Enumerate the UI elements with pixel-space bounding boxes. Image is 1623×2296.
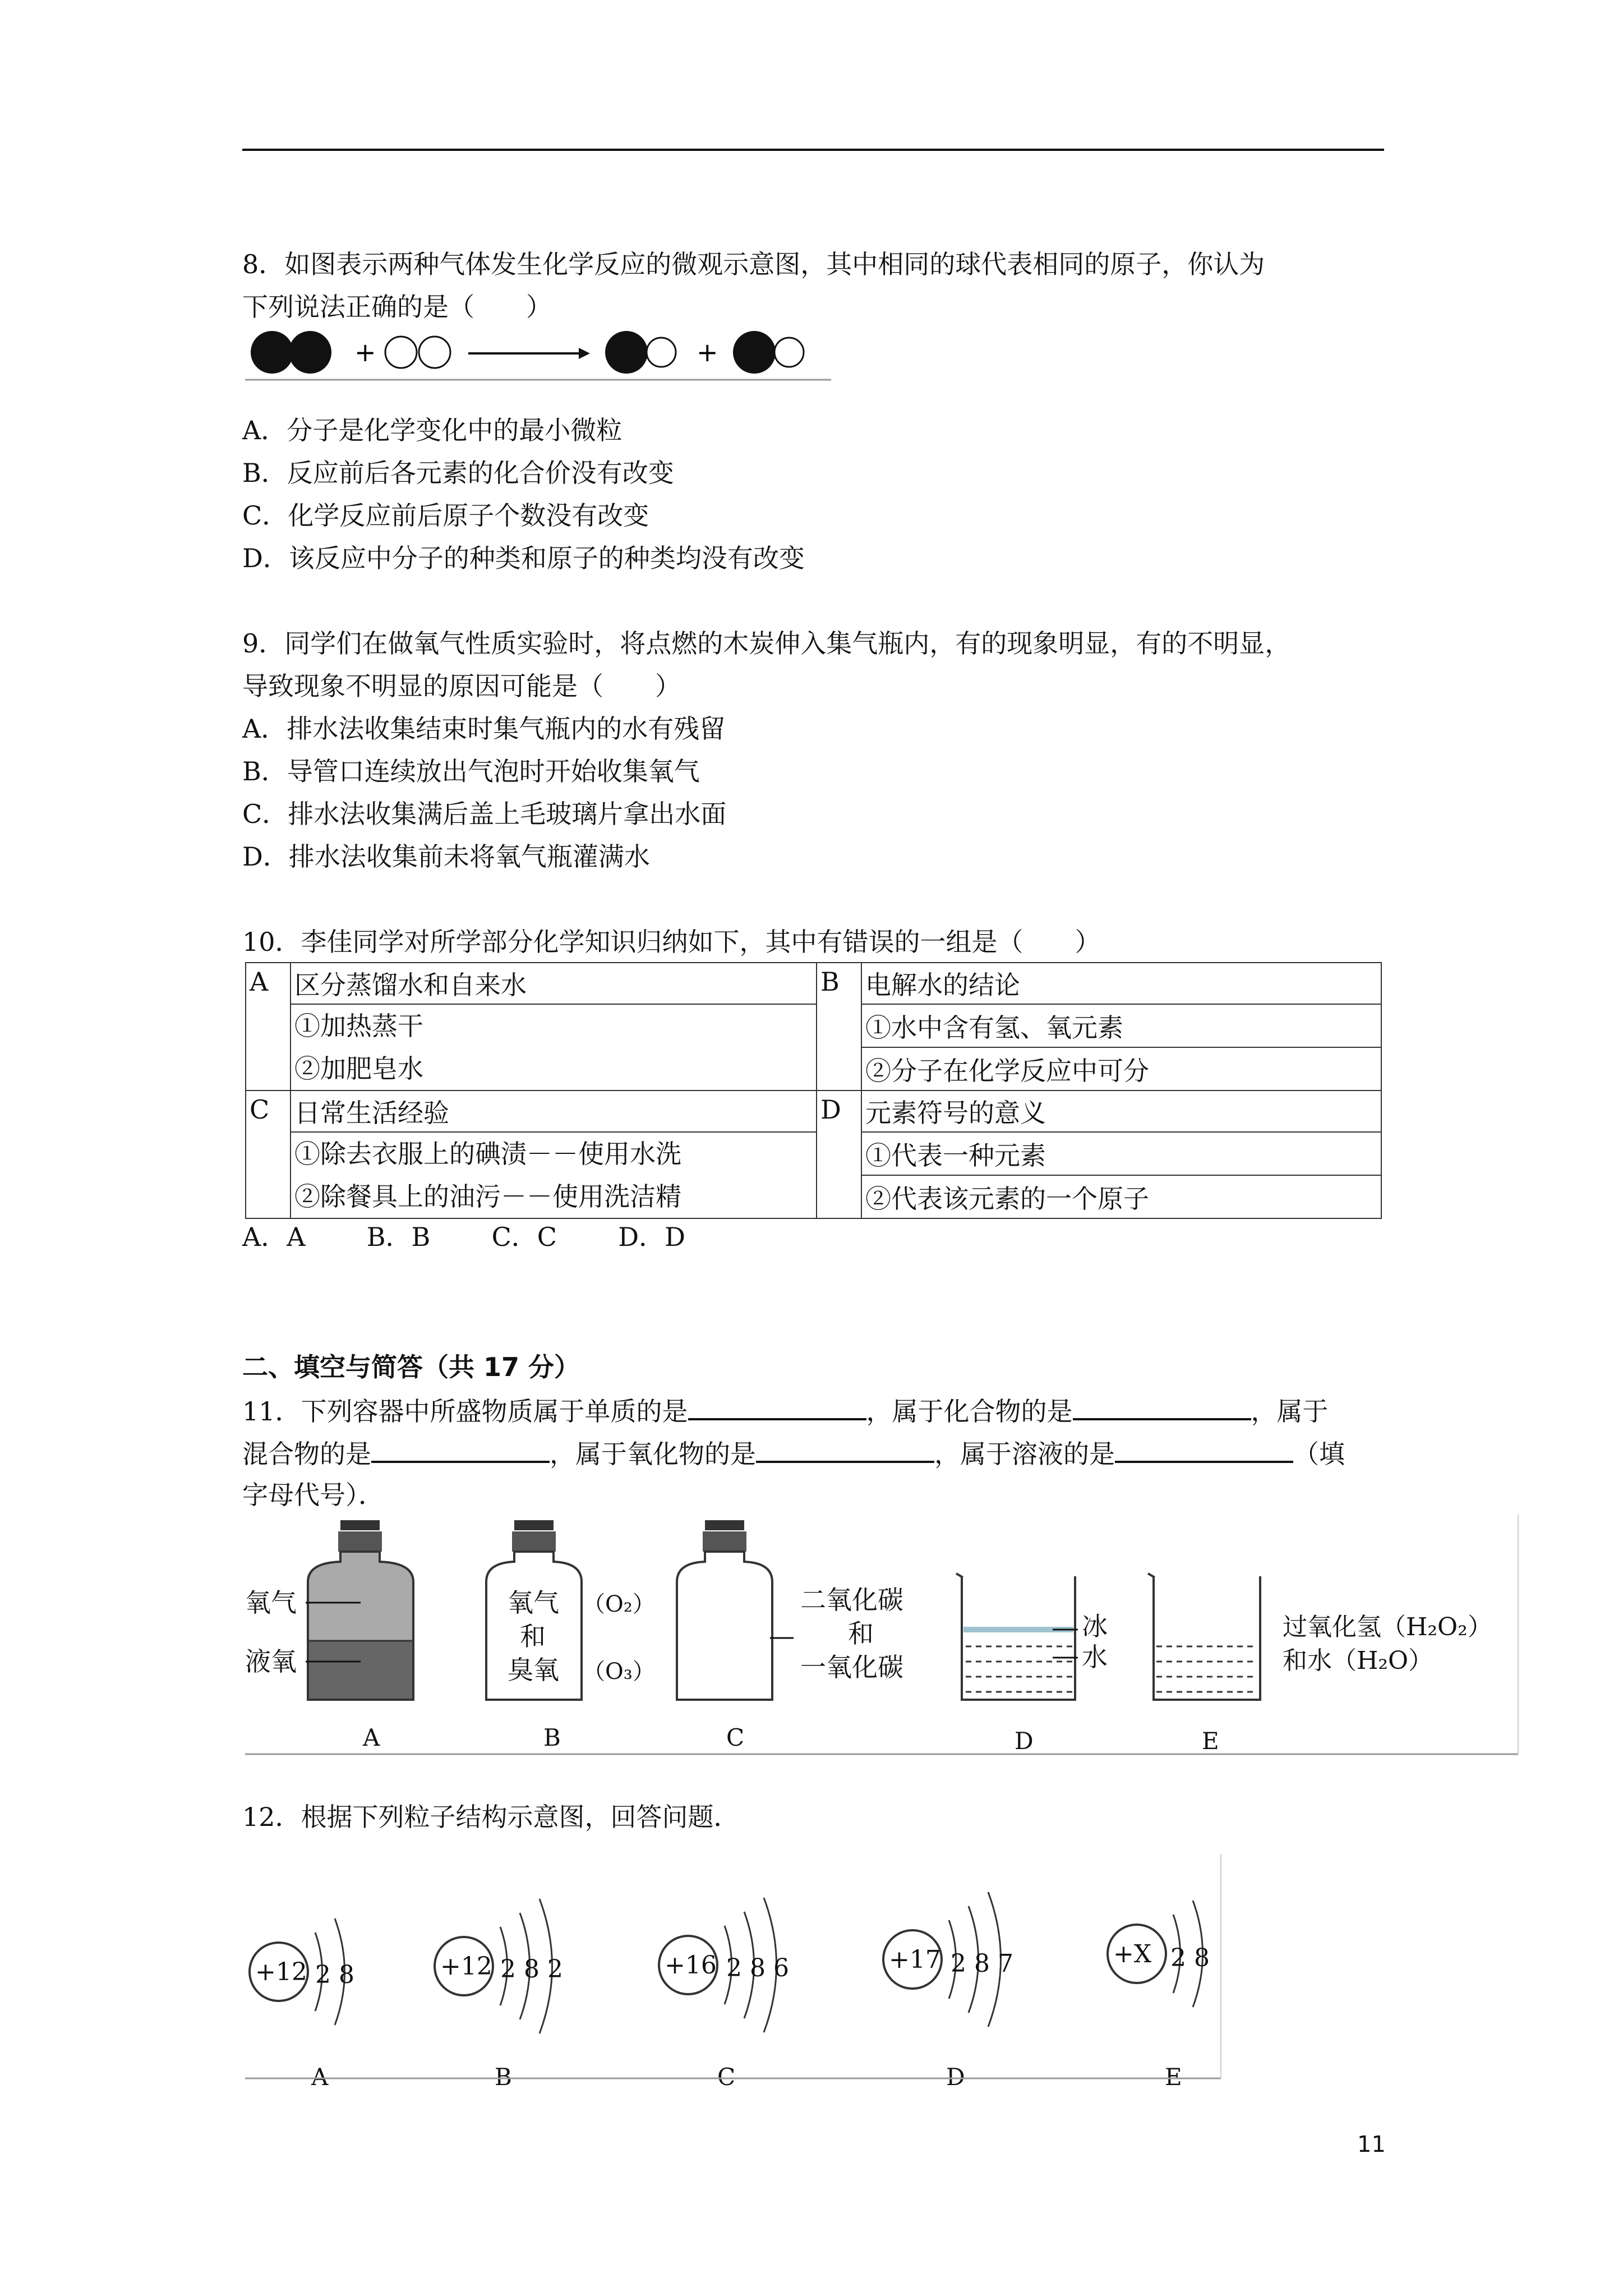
svg-text:+X: +X (1113, 1940, 1152, 1968)
svg-text:D: D (946, 2063, 965, 2090)
svg-text:A: A (311, 2063, 329, 2090)
q11-line2: 混合物的是 ，属于氧化物的是 ，属于溶液的是 （填 (242, 1430, 1345, 1476)
table-b-item2: ②分子在化学反应中可分 (861, 1047, 1381, 1091)
svg-text:D: D (1015, 1727, 1034, 1755)
q8-stem-line1: 8．如图表示两种气体发生化学反应的微观示意图，其中相同的球代表相同的原子，你认为 (242, 249, 1265, 279)
page-number: 11 (1357, 2132, 1386, 2157)
arrow-head (579, 348, 590, 359)
table-a-item1: ①加热蒸干 (294, 1011, 423, 1041)
q8-reaction-diagram (245, 325, 834, 381)
svg-text:（O₃）: （O₃） (583, 1659, 655, 1685)
svg-text:B: B (495, 2063, 512, 2090)
q8-stem-line2: 下列说法正确的是（ ） (242, 292, 552, 322)
svg-text:+12: +12 (440, 1952, 492, 1981)
svg-text:C: C (726, 1724, 745, 1751)
particle-e (1108, 1901, 1210, 2090)
table-d-title: 元素符号的意义 (861, 1091, 1381, 1132)
blank-compound[interactable] (1073, 1388, 1251, 1420)
table-a-item2: ②加肥皂水 (294, 1053, 423, 1084)
section2-title: 二、填空与简答（共 17 分） (242, 1352, 580, 1382)
black-atom (289, 331, 331, 374)
svg-text:2 8 6: 2 8 6 (726, 1954, 789, 1982)
particle-a (250, 1918, 354, 2090)
table-b-item1: ①水中含有氢、氧元素 (861, 1004, 1381, 1047)
particle-c (659, 1898, 789, 2090)
q8-option-d: D．该反应中分子的种类和原子的种类均没有改变 (242, 543, 805, 573)
q10-options (242, 1215, 685, 1259)
plus-sign: + (354, 337, 376, 367)
svg-text:E: E (1165, 2063, 1182, 2090)
particle-d (883, 1892, 1013, 2090)
blank-element[interactable] (688, 1388, 866, 1420)
blank-solution[interactable] (1115, 1430, 1293, 1463)
table-letter-c: C (246, 1091, 291, 1218)
svg-text:一氧化碳: 一氧化碳 (800, 1652, 903, 1682)
q10-option-c: C．C (491, 1222, 557, 1252)
q12-stem: 12．根据下列粒子结构示意图，回答问题． (242, 1802, 740, 1832)
svg-text:和: 和 (520, 1621, 546, 1651)
svg-text:和水（H₂O）: 和水（H₂O） (1283, 1646, 1433, 1675)
svg-text:B: B (543, 1724, 561, 1751)
q9-stem-line2: 导致现象不明显的原因可能是（ ） (242, 671, 681, 701)
svg-text:水: 水 (1082, 1642, 1108, 1672)
q10-option-d: D．D (618, 1222, 685, 1252)
table-c-title: 日常生活经验 (291, 1091, 817, 1132)
q8-option-b: B．反应前后各元素的化合价没有改变 (242, 458, 674, 488)
q10-knowledge-table (245, 962, 1382, 1219)
svg-text:+16: +16 (665, 1951, 717, 1980)
svg-text:（O₂）: （O₂） (583, 1591, 655, 1617)
q10-option-b: B．B (366, 1222, 431, 1252)
white-atom (419, 337, 450, 368)
table-d-item2: ②代表该元素的一个原子 (861, 1175, 1381, 1218)
white-atom (385, 337, 417, 368)
q9-option-d: D．排水法收集前未将氧气瓶灌满水 (242, 841, 650, 872)
q9-option-c: C．排水法收集满后盖上毛玻璃片拿出水面 (242, 799, 727, 829)
svg-text:2 8: 2 8 (1170, 1944, 1210, 1972)
q11-containers-figure (245, 1515, 1520, 1756)
q11-line1: 11．下列容器中所盛物质属于单质的是 ，属于化合物的是 ，属于 (242, 1388, 1329, 1433)
svg-text:C: C (717, 2063, 736, 2090)
table-letter-a: A (246, 963, 291, 1091)
svg-text:和: 和 (848, 1618, 874, 1649)
q9-option-a: A．排水法收集结束时集气瓶内的水有残留 (242, 714, 726, 744)
svg-text:E: E (1202, 1727, 1219, 1755)
q8-option-a: A．分子是化学变化中的最小微粒 (242, 415, 623, 445)
q10-stem: 10．李佳同学对所学部分化学知识归纳如下，其中有错误的一组是（ ） (242, 927, 1101, 957)
svg-text:臭氧: 臭氧 (508, 1655, 559, 1685)
q9-option-b: B．导管口连续放出气泡时开始收集氧气 (242, 756, 700, 786)
table-c-item1: ①除去衣服上的碘渍－－使用水洗 (294, 1139, 681, 1169)
black-atom (251, 331, 293, 374)
svg-text:2 8 2: 2 8 2 (500, 1955, 563, 1984)
blank-oxide[interactable] (756, 1430, 934, 1463)
q12-particle-diagrams (245, 1854, 1227, 2090)
svg-text:+12: +12 (255, 1958, 307, 1986)
table-b-title: 电解水的结论 (861, 963, 1381, 1004)
particle-b (435, 1899, 563, 2090)
svg-text:过氧化氢（H₂O₂）: 过氧化氢（H₂O₂） (1283, 1613, 1492, 1641)
svg-text:+17: +17 (889, 1945, 941, 1974)
table-d-item1: ①代表一种元素 (861, 1132, 1381, 1175)
svg-text:冰: 冰 (1082, 1611, 1108, 1641)
blank-mixture[interactable] (371, 1430, 550, 1463)
table-c-item2: ②除餐具上的油污－－使用洗洁精 (294, 1181, 681, 1212)
q8-option-c: C．化学反应前后原子个数没有改变 (242, 500, 649, 531)
q11-line3: 字母代号）． (242, 1480, 384, 1510)
q9-stem-line1: 9．同学们在做氧气性质实验时，将点燃的木炭伸入集气瓶内，有的现象明显，有的不明显， (242, 628, 1291, 659)
black-atom (605, 331, 648, 374)
white-atom (774, 338, 804, 367)
label-liquid-oxygen: 液氧 (245, 1646, 297, 1677)
svg-text:二氧化碳: 二氧化碳 (800, 1585, 903, 1615)
header-rule (242, 149, 1384, 151)
table-a-title: 区分蒸馏水和自来水 (291, 963, 817, 1004)
table-letter-d: D (817, 1091, 861, 1218)
plus-sign: + (697, 337, 718, 367)
svg-text:2 8: 2 8 (315, 1961, 354, 1989)
svg-text:2 8 7: 2 8 7 (951, 1949, 1013, 1978)
black-atom (733, 331, 776, 374)
white-atom (647, 338, 676, 367)
svg-text:氧气: 氧气 (508, 1588, 559, 1618)
table-letter-b: B (817, 963, 861, 1091)
q10-option-a: A．A (242, 1222, 306, 1252)
svg-text:A: A (363, 1724, 380, 1751)
label-oxygen: 氧气 (245, 1588, 297, 1618)
